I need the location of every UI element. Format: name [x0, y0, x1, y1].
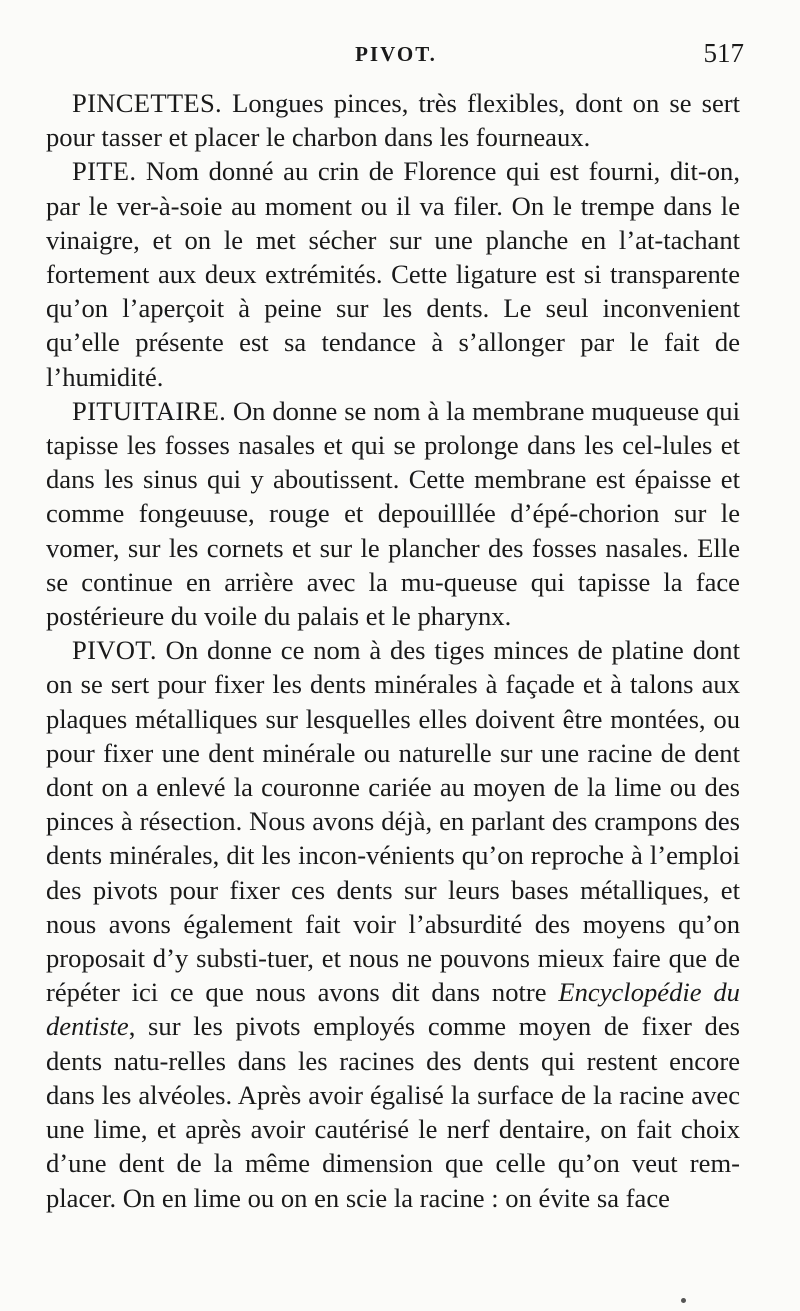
book-title-italic: Encyclopédie du dentiste — [46, 977, 740, 1042]
entry-definition: On donne se nom à la membrane muqueuse qui tapisse les fosses nasales et qui se prolonge dans les cel-lules et dans les sinus qui y aboutissent. Cette membrane est épaisse et comme fongeuuse, rouge et depouilllée d’épé-chorion sur le vomer, sur les cornets et sur le plancher des fosses nasales. Elle se continue en arrière avec la mu-queuse qui tapisse la face postérieure du voile du palais et le pharynx. — [46, 395, 740, 632]
entry-headword: PIVOT. — [72, 635, 157, 666]
entry-pivot — [46, 633, 740, 1214]
running-head — [46, 38, 746, 72]
entry-definition-part-2: , sur les pivots employés comme moyen de fixer des dents natu-relles dans les racines des dents qui restent encore dans les alvéoles. Après avoir égalisé la surface de la racine avec une lime, et après avoir cautérisé le nerf dentaire, on fait choix d’une dent de la même dimension que celle qu’on veut rem-placer. On en lime ou on en scie la racine : on évite sa face — [46, 1011, 740, 1213]
entry-headword: PITE. — [72, 156, 137, 187]
page-number: 517 — [703, 38, 744, 68]
ink-speck — [681, 1298, 686, 1303]
entry-definition-part-1: On donne ce nom à des tiges minces de platine dont on se sert pour fixer les dents minérales à façade et à talons aux plaques métalliques sur lesquelles elles doivent être montées, ou pour fixer une dent minérale ou naturelle sur une racine de dent dont on a enlevé la couronne cariée au moyen de la lime ou des pinces à résection. Nous avons déjà, en parlant des crampons des dents minérales, dit les incon-vénients qu’on reproche à l’emploi des pivots pour fixer ces dents sur leurs bases métalliques, et nous avons également fait voir l’absurdité des moyens qu’on proposait d’y substi-tuer, et nous ne pouvons mieux faire que de répéter ici ce que nous avons dit dans notre — [46, 635, 740, 1008]
entry-definition: Nom donné au crin de Florence qui est fourni, dit-on, par le ver-à-soie au moment ou il va filer. On le trempe dans le vinaigre, et on le met sécher sur une planche en l’at-tachant fortement aux deux extrémités. Cette ligature est si transparente qu’on l’aperçoit à peine sur les dents. Le seul inconvenient qu’elle présente est sa tendance à s’allonger par le fait de l’humidité. — [46, 156, 740, 392]
entry-headword: PITUITAIRE. — [72, 395, 227, 426]
entry-headword: PINCETTES. — [72, 88, 223, 118]
entry-pituitaire — [46, 394, 740, 633]
entry-pite — [46, 154, 740, 393]
running-title: PIVOT. — [355, 42, 437, 66]
entry-pincettes — [46, 86, 740, 154]
entry-definition: Longues pinces, très flexibles, dont on se sert pour tasser et placer le charbon dans les fourneaux. — [46, 88, 740, 153]
dictionary-text — [46, 86, 740, 1215]
